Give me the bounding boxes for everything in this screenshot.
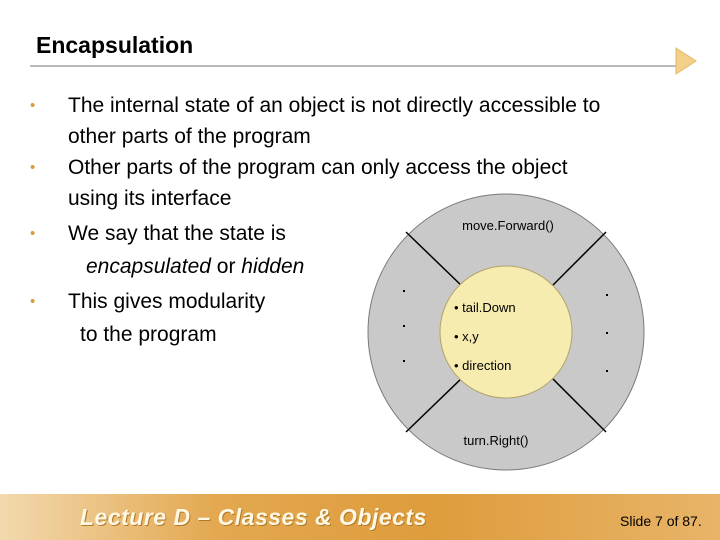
field-label: • direction (454, 358, 512, 373)
bullet-line: We say that the state is (68, 222, 286, 245)
bullet-line: The internal state of an object is not directly accessible to (68, 94, 601, 117)
bullet-line: using its interface (68, 187, 232, 210)
emphasis-text: encapsulated (86, 255, 211, 278)
footer-lecture-title: Lecture D – Classes & Objects (80, 504, 427, 530)
bullet-marker: • (30, 159, 36, 176)
method-label-bottom: turn.Right() (463, 433, 529, 448)
bullet-marker: • (30, 225, 36, 242)
field-label: • x,y (454, 329, 479, 344)
slide-number: Slide 7 of 87. (620, 513, 702, 529)
title-divider (30, 65, 678, 67)
emphasis-text: hidden (241, 255, 305, 278)
arrow-right-icon (674, 46, 698, 76)
footer-bar (0, 494, 720, 540)
object-diagram (340, 190, 670, 480)
bullet-marker: • (30, 293, 36, 310)
method-label-top: move.Forward() (462, 218, 554, 233)
bullet-line: This gives modularity (68, 290, 266, 313)
bullet-line: Other parts of the program can only access the object (68, 156, 568, 179)
field-label: • tail.Down (454, 300, 516, 315)
bullet-line (86, 251, 304, 282)
bullet-marker: • (30, 97, 36, 114)
bullet-line: other parts of the program (68, 125, 311, 148)
slide-title: Encapsulation (36, 32, 194, 58)
bullet-line: to the program (80, 323, 217, 346)
plain-text: or (210, 255, 242, 278)
